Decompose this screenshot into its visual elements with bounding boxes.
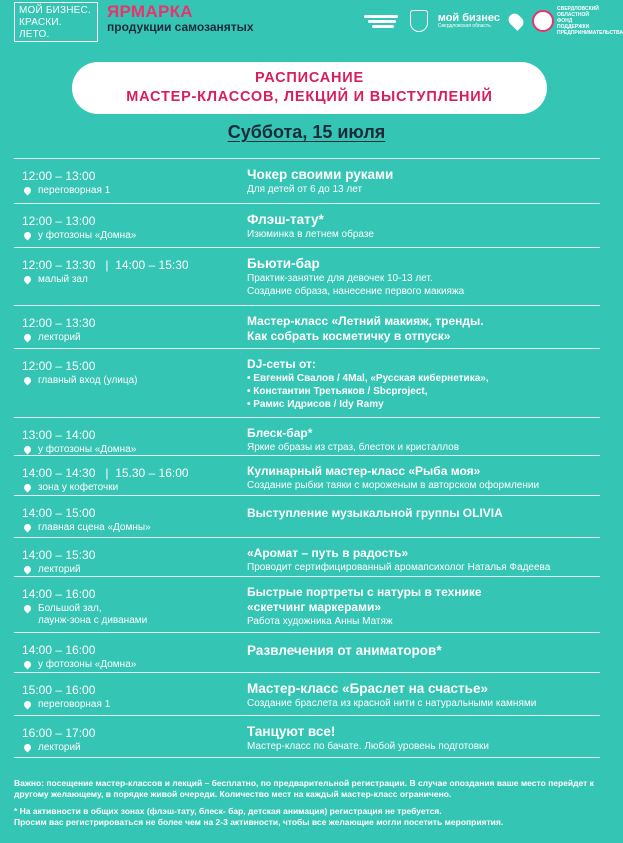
event-title: Как собрать косметичку в отпуск»: [247, 329, 451, 343]
event-title: DJ-сеты от:: [247, 357, 316, 371]
fond-logo: [532, 6, 623, 36]
event-desc: Проводит сертифицированный аромапсихолог Наталья Фадеева: [247, 562, 551, 573]
schedule-row: [14, 537, 600, 576]
event-title: Быстрые портреты с натуры в технике: [247, 585, 482, 599]
dj-list-item: • Евгений Свалов / 4Mal, «Русская кибернетика»,: [247, 373, 489, 384]
event-desc: Яркие образы из страз, блесток и кристаллов: [247, 442, 460, 453]
location-pin-icon: [23, 604, 33, 614]
event-title: Кулинарный мастер-класс «Рыба моя»: [247, 464, 481, 478]
dj-list-item: • Константин Третьяков / Sbcproject,: [247, 386, 428, 397]
time: 14:00 – 15:30: [22, 548, 96, 562]
footer-note-limit: Просим вас регистрироваться не более чем на 2-3 активности, чтобы все желающие могли посетить мероприятия.: [14, 817, 504, 827]
location-pin-icon: [23, 186, 33, 196]
fair-subtitle: продукции самозанятых: [107, 20, 254, 34]
event-title: Развлечения от аниматоров*: [247, 643, 442, 658]
location-pin-icon: [23, 333, 33, 343]
brand-line: МОЙ БИЗНЕС.: [19, 5, 91, 16]
location-pin-icon: [506, 11, 526, 31]
location-pin-icon: [23, 743, 33, 753]
page-header: [0, 0, 623, 48]
schedule-row: [14, 417, 600, 455]
fond-text: СВЕРДЛОВСКИЙ ОБЛАСТНОЙ ФОНД ПОДДЕРЖКИ ПРЕДПРИНИМАТЕЛЬСТВА: [557, 6, 623, 36]
brand-line: ЛЕТО.: [19, 29, 50, 40]
event-desc: Работа художника Анны Матяж: [247, 616, 393, 627]
event-desc: Создание браслета из красной нити с натуральными камнями: [247, 698, 537, 709]
place: главная сцена «Домны»: [22, 522, 237, 534]
ministry-mark-icon: [364, 13, 400, 29]
time: 12:00 – 13:00: [22, 169, 96, 183]
time: 15:00 – 16:00: [22, 683, 96, 697]
event-title: Блеск-бар*: [247, 426, 313, 440]
place: переговорная 1: [22, 185, 237, 197]
event-desc: Для детей от 6 до 13 лет: [247, 184, 363, 195]
location-pin-icon: [23, 523, 33, 533]
time: 14:00 – 15:00: [22, 506, 96, 520]
schedule-row: [14, 158, 600, 203]
schedule-row: [14, 495, 600, 537]
event-desc: Изюминка в летнем образе: [247, 229, 374, 240]
brand-logo: [14, 2, 98, 42]
location-pin-icon: [23, 483, 33, 493]
event-desc: Практик-занятие для девочек 10-13 лет.: [247, 273, 433, 284]
fond-circle-icon: [532, 10, 554, 32]
event-title: «скетчинг маркерами»: [247, 600, 382, 614]
place: главный вход (улица): [22, 375, 237, 387]
event-title: Мастер-класс «Браслет на счастье»: [247, 681, 488, 696]
schedule-row: [14, 672, 600, 715]
location-pin-icon: [23, 700, 33, 710]
moy-biznes-region: Свердловская область: [437, 23, 491, 29]
time: 14:00 – 16:00: [22, 587, 96, 601]
place: лекторий: [22, 564, 237, 576]
time: 12:00 – 13:30 | 14:00 – 15:30: [22, 258, 189, 272]
event-title: Выступление музыкальной группы OLIVIA: [247, 506, 503, 520]
schedule-row: [14, 455, 600, 495]
event-title: Бьюти-бар: [247, 256, 320, 271]
place: малый зал: [22, 274, 237, 286]
location-pin-icon: [23, 275, 33, 285]
footer-notes: [14, 778, 600, 828]
place: зона у кофеточки: [22, 482, 237, 494]
location-pin-icon: [23, 231, 33, 241]
place: лекторий: [22, 742, 237, 754]
place: лаунж-зона с диванами: [38, 615, 148, 626]
moy-biznes-text: мой бизнес: [437, 12, 500, 24]
place: у фотозоны «Домна»: [22, 444, 237, 456]
banner-line-2: МАСТЕР-КЛАССОВ, ЛЕКЦИЙ И ВЫСТУПЛЕНИЙ: [126, 89, 493, 105]
fair-heading: [107, 3, 254, 34]
place: у фотозоны «Домна»: [22, 659, 237, 671]
footer-note-registration: Важно: посещение мастер-классов и лекций – бесплатно, по предварительной регистрации. В случае опоздания ваше место перейдет к другому желающему, в порядке живой очереди. Количество мест на каждый мастер-класс ограничено.: [14, 778, 594, 799]
location-pin-icon: [23, 445, 33, 455]
place: Большой зал,: [22, 603, 237, 615]
time: 13:00 – 14:00: [22, 428, 96, 442]
place: у фотозоны «Домна»: [22, 230, 237, 242]
schedule-title-banner: [72, 62, 547, 114]
banner-line-1: РАСПИСАНИЕ: [255, 70, 364, 86]
time: 12:00 – 13:30: [22, 316, 96, 330]
brand-line: КРАСКИ.: [19, 17, 62, 28]
region-emblem-logo: [410, 10, 428, 32]
event-title: Чокер своими руками: [247, 167, 394, 182]
event-title: Танцуют все!: [247, 724, 336, 739]
partner-logos: [364, 4, 623, 38]
footer-note-asterisk: * На активности в общих зонах (флэш-тату, блеск- бар, детская анимация) регистрация не требуется.: [14, 806, 442, 816]
event-desc: Создание рыбки таяки с мороженым в авторском оформлении: [247, 480, 540, 491]
schedule-row: [14, 348, 600, 417]
event-desc: Создание образа, нанесение первого макияжа: [247, 286, 465, 297]
ministry-logo: [364, 13, 400, 29]
time: 12:00 – 15:00: [22, 359, 96, 373]
event-title: Мастер-класс «Летний макияж, тренды.: [247, 314, 484, 328]
location-pin-icon: [23, 376, 33, 386]
moy-biznes-logo: [438, 13, 500, 29]
place: лекторий: [22, 332, 237, 344]
location-pin-icon: [23, 565, 33, 575]
schedule-row: [14, 247, 600, 305]
schedule-row: [14, 576, 600, 632]
fair-title: ЯРМАРКА: [107, 2, 193, 21]
time: 16:00 – 17:00: [22, 726, 96, 740]
schedule-row: [14, 715, 600, 758]
time: 14:00 – 16:00: [22, 643, 96, 657]
time: 14:00 – 14:30 | 15.30 – 16:00: [22, 466, 189, 480]
schedule-row: [14, 203, 600, 247]
location-pin-icon: [23, 660, 33, 670]
schedule-row: [14, 632, 600, 672]
time: 12:00 – 13:00: [22, 214, 96, 228]
event-desc: Мастер-класс по бачате. Любой уровень подготовки: [247, 741, 489, 752]
schedule-row: [14, 305, 600, 348]
place: переговорная 1: [22, 699, 237, 711]
coat-of-arms-icon: [410, 10, 428, 32]
dj-list-item: • Рамис Идрисов / Idy Ramy: [247, 399, 384, 410]
event-date: Суббота, 15 июля: [227, 122, 386, 142]
event-title: «Аромат – путь в радость»: [247, 546, 409, 560]
event-title: Флэш-тату*: [247, 212, 324, 227]
